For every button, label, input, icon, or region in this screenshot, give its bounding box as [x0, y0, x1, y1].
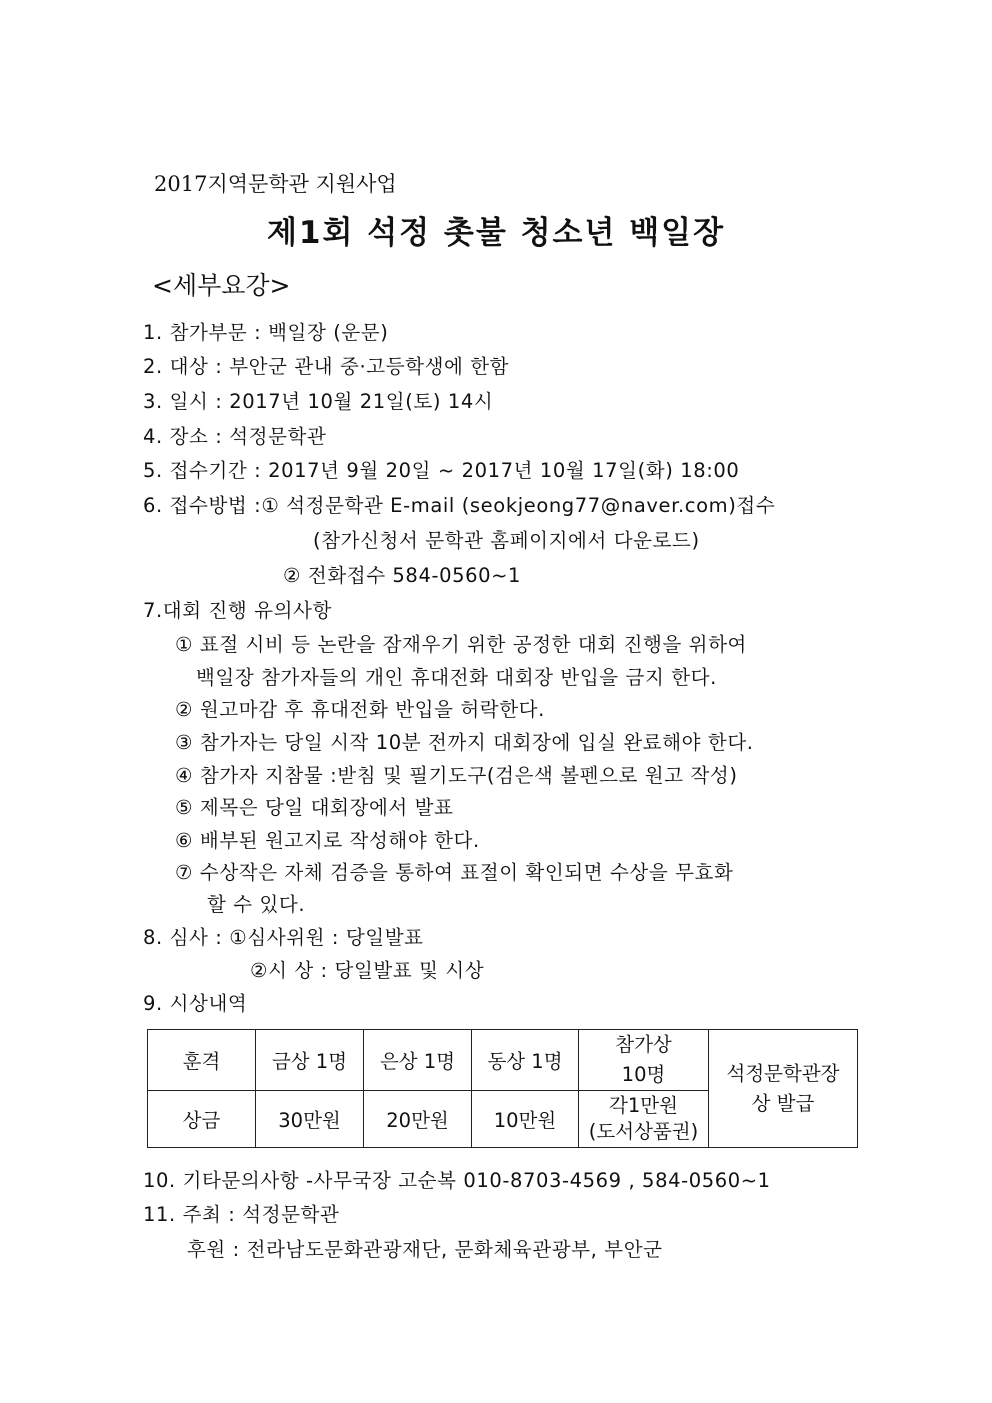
cell-line: 각1만원 — [609, 1094, 678, 1117]
table-side-cell — [709, 1030, 858, 1148]
item-9: 9. 시상내역 — [143, 992, 248, 1015]
cell-line: 10명 — [621, 1063, 666, 1086]
item-6-note: (참가신청서 문학관 홈페이지에서 다운로드) — [313, 529, 700, 552]
item-10: 10. 기타문의사항 -사무국장 고순복 010-8703-4569 , 584-0560~1 — [143, 1169, 771, 1192]
item-6: 6. 접수방법 :① 석정문학관 E-mail (seokjeong77@naver.com)접수 — [143, 494, 776, 517]
item-1: 1. 참가부문 : 백일장 (운문) — [143, 321, 389, 344]
item-7-3: ③ 참가자는 당일 시작 10분 전까지 대회장에 입실 완료해야 한다. — [175, 731, 754, 754]
table-cell — [579, 1091, 709, 1148]
table-cell: 30만원 — [256, 1091, 364, 1148]
item-6-phone: ② 전화접수 584-0560~1 — [283, 564, 522, 587]
item-4: 4. 장소 : 석정문학관 — [143, 425, 327, 448]
item-8: 8. 심사 : ①심사위원 : 당일발표 — [143, 926, 424, 949]
table-row — [148, 1030, 858, 1091]
table-header-cell: 금상 1명 — [256, 1030, 364, 1091]
item-2: 2. 대상 : 부안군 관내 중·고등학생에 한함 — [143, 355, 510, 378]
table-cell: 10만원 — [472, 1091, 579, 1148]
cell-line: 참가상 — [615, 1033, 672, 1056]
prize-table — [147, 1029, 858, 1148]
item-7-1: ① 표절 시비 등 논란을 잠재우기 위한 공정한 대회 진행을 위하여 — [175, 633, 747, 656]
item-7-7-cont: 할 수 있다. — [207, 893, 306, 916]
item-11: 11. 주최 : 석정문학관 — [143, 1203, 340, 1226]
item-7-5: ⑤ 제목은 당일 대회장에서 발표 — [175, 796, 454, 819]
item-7-7: ⑦ 수상작은 자체 검증을 통하여 표절이 확인되면 수상을 무효화 — [175, 861, 734, 884]
table-header-cell — [579, 1030, 709, 1091]
item-8-award: ②시 상 : 당일발표 및 시상 — [250, 959, 485, 982]
table-cell: 20만원 — [364, 1091, 472, 1148]
item-7-6: ⑥ 배부된 원고지로 작성해야 한다. — [175, 829, 480, 852]
section-heading: <세부요강> — [152, 271, 291, 300]
cell-line: (도서상품권) — [588, 1120, 699, 1143]
table-header-cell: 동상 1명 — [472, 1030, 579, 1091]
item-7: 7.대회 진행 유의사항 — [143, 599, 332, 622]
item-7-4: ④ 참가자 지참물 :받침 및 필기도구(검은색 볼펜으로 원고 작성) — [175, 764, 738, 787]
page-title: 제1회 석정 촛불 청소년 백일장 — [266, 215, 726, 251]
cell-line: 석정문학관장 — [726, 1061, 840, 1085]
table-cell: 상금 — [148, 1091, 256, 1148]
table-header-cell: 훈격 — [148, 1030, 256, 1091]
item-11-sponsor: 후원 : 전라남도문화관광재단, 문화체육관광부, 부안군 — [187, 1238, 663, 1261]
subtitle: 2017지역문학관 지원사업 — [154, 172, 397, 196]
item-7-1-cont: 백일장 참가자들의 개인 휴대전화 대회장 반입을 금지 한다. — [196, 666, 717, 689]
item-3: 3. 일시 : 2017년 10월 21일(토) 14시 — [143, 390, 494, 413]
item-5: 5. 접수기간 : 2017년 9월 20일 ~ 2017년 10월 17일(화) 18:00 — [143, 459, 740, 482]
item-7-2: ② 원고마감 후 휴대전화 반입을 허락한다. — [175, 698, 545, 721]
cell-line: 상 발급 — [751, 1091, 815, 1115]
table-header-cell: 은상 1명 — [364, 1030, 472, 1091]
